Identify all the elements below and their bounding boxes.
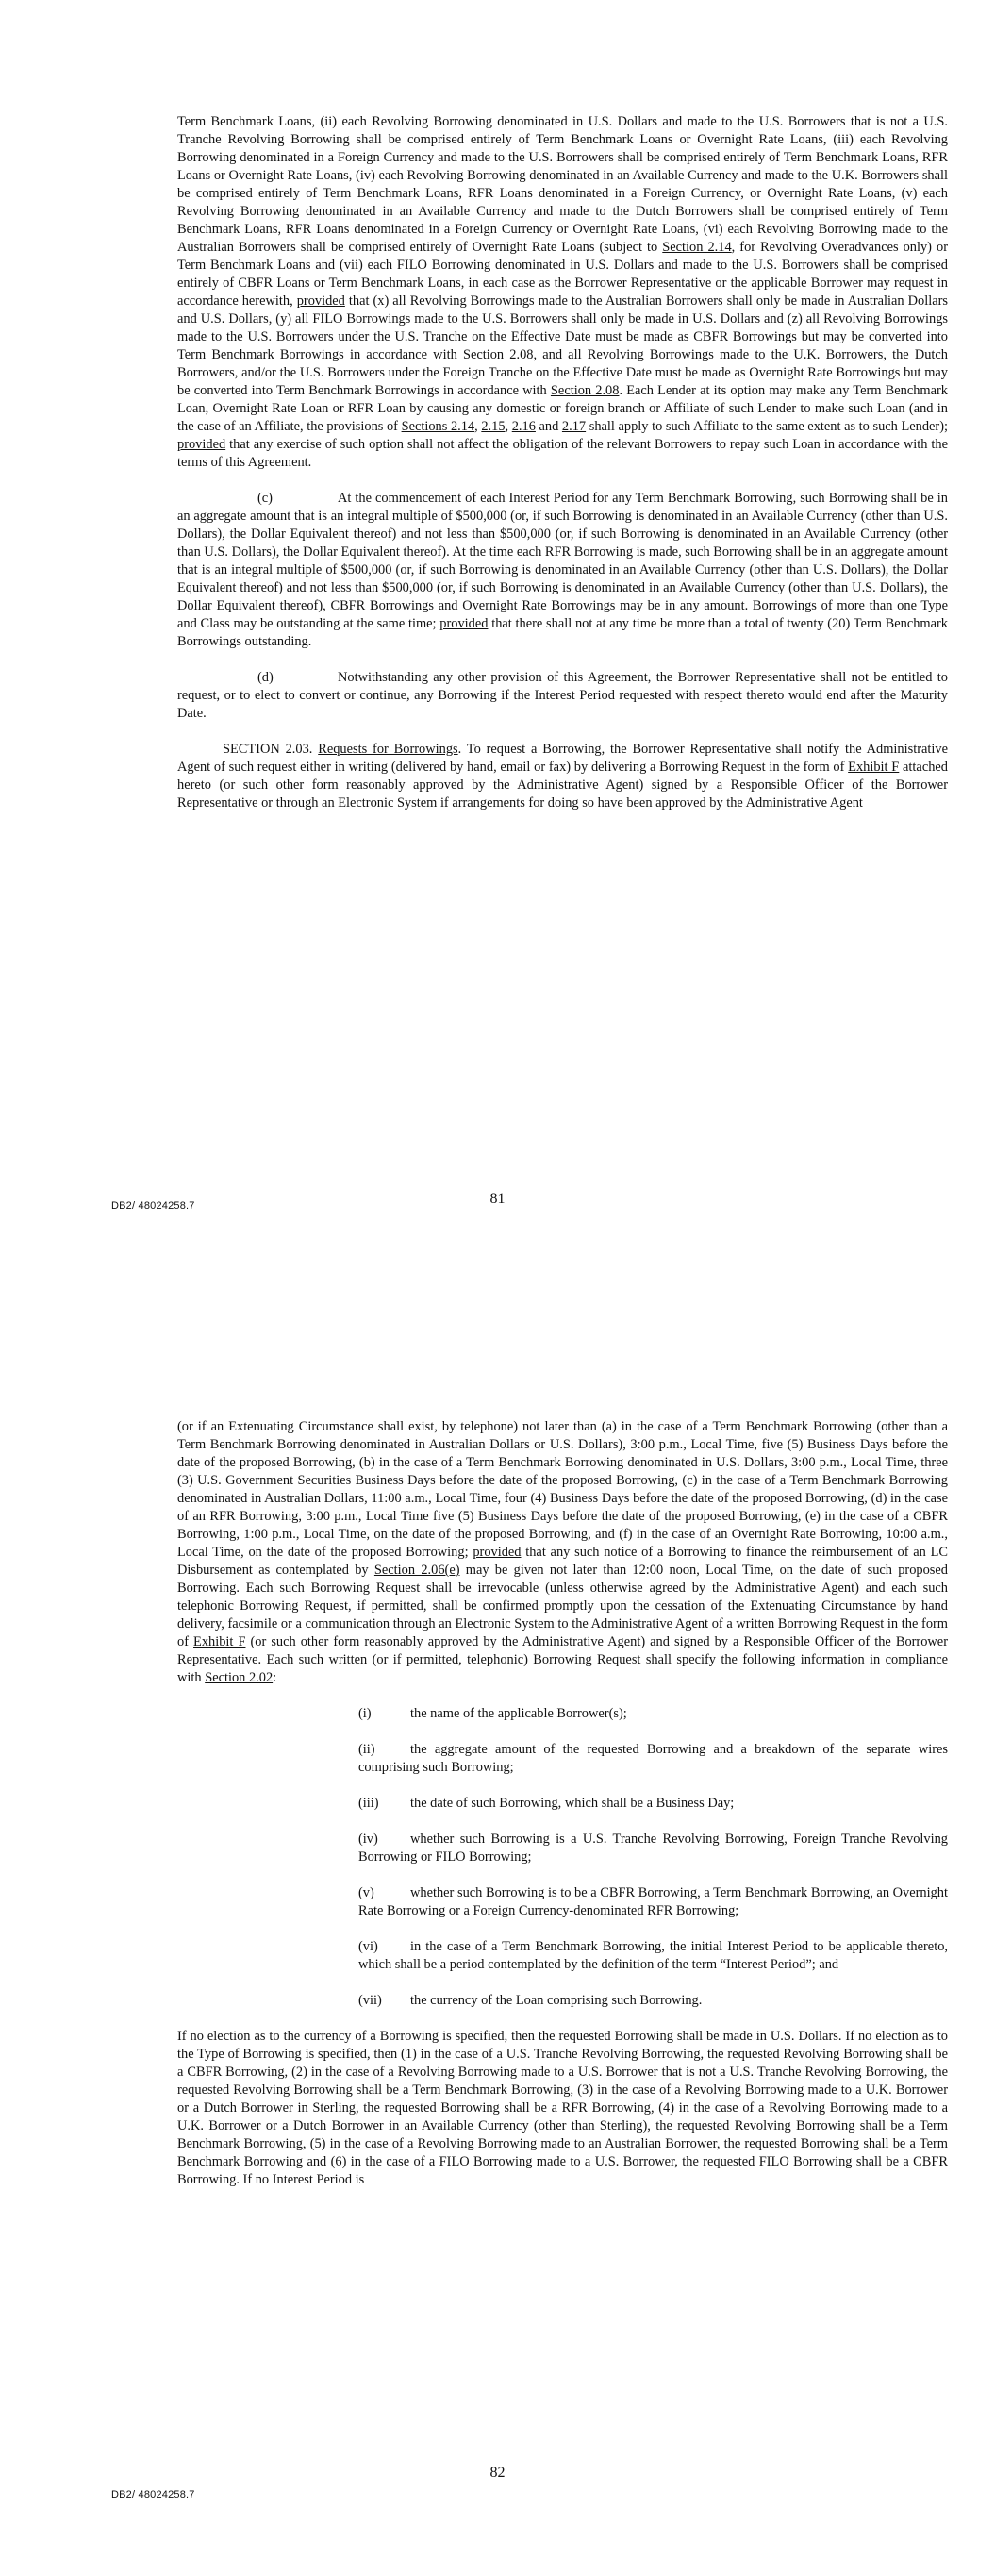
list-item: [358, 1884, 948, 1920]
cross-reference: Section 2.08: [462, 347, 534, 362]
list-item: [358, 1831, 948, 1866]
paragraph-d: [177, 669, 948, 723]
list-item-text: whether such Borrowing is a U.S. Tranche Revolving Borrowing, Foreign Tranche Revolving Borrowing or FILO Borrowing;: [358, 1832, 948, 1865]
cross-reference: provided: [439, 616, 489, 631]
document-id: DB2/ 48024258.7: [111, 2489, 195, 2501]
section-2-03-continued: (or if an Extenuating Circumstance shall exist, by telephone) not later than (a) in the case of a Term Benchmark Borrowing (other than a Term Benchmark Borrowing denominated in Australian Dollars or U.S. Dollars), 3:00 p.m., Local Time, five (5) Business Days before the date of the proposed Borrowing, (b) in the case of a Term Benchmark Borrowing denominated in U.S. Dollars, 3:00 p.m., Local Time, three (3) U.S. Government Securities Business Days before the date of the proposed Borrowing, (c) in the case of a Term Benchmark Borrowing denominated in Australian Dollars, 11:00 a.m., Local Time, four (4) Business Days before the date of the proposed Borrowing, (d) in the case of an RFR Borrowing, 3:00 p.m., Local Time five (5) Business Days before the date of the proposed Borrowing, (e) in the case of a CBFR Borrowing, 1:00 p.m., Local Time, on the date of the proposed Borrowing, and (f) in the case of an Overnight Rate Borrowing, 10:00 a.m., Local Time, on the date of the proposed Borrowing; provided that any such notice of a Borrowing to finance the reimbursement of an LC Disbursement as contemplated by Section 2.06(e) may be given not later than 12:00 noon, Local Time, on the date of such proposed Borrowing. Each such Borrowing Request shall be irrevocable (unless otherwise agreed by the Administrative Agent) and each such telephonic Borrowing Request, if permitted, shall be confirmed promptly upon the cessation of the Extenuating Circumstance by hand delivery, facsimile or a communication through an Electronic System to the Administrative Agent of a written Borrowing Request in the form of Exhibit F (or such other form reasonably approved by the Administrative Agent) and signed by a Responsible Officer of the Borrower Representative. Each such written (or if permitted, telephonic) Borrowing Request shall specify the following information in compliance with Section 2.02:: [177, 1419, 948, 1685]
section-2-03: SECTION 2.03. Requests for Borrowings. To request a Borrowing, the Borrower Representative shall notify the Administrative Agent of such request either in writing (delivered by hand, email or fax) by delivering a Borrowing Request in the form of Exhibit F attached hereto (or such other form reasonably approved by the Administrative Agent) signed by a Responsible Officer of the Borrower Representative or through an Electronic System if arrangements for doing so have been approved by the Administrative Agent: [177, 742, 948, 811]
cross-reference: Sections 2.14: [401, 419, 475, 434]
cross-reference: 2.15: [481, 419, 506, 434]
list-item-text: the date of such Borrowing, which shall be a Business Day;: [410, 1796, 735, 1811]
list-item-number: (vii): [358, 1993, 382, 2008]
paragraph-d-label: (d): [257, 670, 274, 685]
cross-reference: 2.16: [511, 419, 536, 434]
list-item: [358, 1705, 948, 1723]
cross-reference: 2.17: [561, 419, 587, 434]
cross-reference: Section 2.14: [662, 240, 732, 255]
paragraph-c-label: (c): [257, 491, 273, 506]
default-election-paragraph: If no election as to the currency of a Borrowing is specified, then the requested Borrowing shall be made in U.S. Dollars. If no election as to the Type of Borrowing is specified, then (1) in the case of a U.S. Tranche Revolving Borrowing, the requested Revolving Borrowing shall be a CBFR Borrowing, (2) in the case of a Revolving Borrowing made to a U.S. Borrower that is not a U.S. Tranche Revolving Borrowing, the requested Revolving Borrowing shall be a Term Benchmark Borrowing, (3) in the case of a Revolving Borrowing made to a U.K. Borrower or a Dutch Borrower in Sterling, the requested Borrowing shall be a RFR Borrowing, (4) in the case of a Revolving Borrowing made to a U.K. Borrower or a Dutch Borrower in an Available Currency (other than Sterling), the requested Revolving Borrowing shall be a Term Benchmark Borrowing, (5) in the case of a Revolving Borrowing made to an Australian Borrower, the requested Borrowing shall be a Term Benchmark Borrowing and (6) in the case of a FILO Borrowing made to a U.S. Borrower, the requested FILO Borrowing shall be a CBFR Borrowing. If no Interest Period is: [177, 2029, 948, 2187]
document-id: DB2/ 48024258.7: [111, 1200, 195, 1212]
cross-reference: Exhibit F: [848, 760, 900, 775]
list-item-number: (ii): [358, 1742, 375, 1757]
cross-reference: provided: [473, 1545, 522, 1560]
page-number: 82: [489, 2465, 506, 2481]
page-82-body: [177, 1418, 948, 2189]
list-item-text: the aggregate amount of the requested Borrowing and a breakdown of the separate wires comprising such Borrowing;: [358, 1742, 948, 1775]
list-item-number: (v): [358, 1885, 374, 1900]
list-item-number: (i): [358, 1706, 372, 1721]
list-item: [358, 1938, 948, 1974]
list-item-number: (iii): [358, 1796, 379, 1811]
page-81: [0, 0, 995, 1274]
list-item-text: whether such Borrowing is to be a CBFR Borrowing, a Term Benchmark Borrowing, an Overnight Rate Borrowing or a Foreign Currency-denominated RFR Borrowing;: [358, 1885, 948, 1918]
cross-reference: provided: [296, 293, 345, 309]
list-item-text: the currency of the Loan comprising such Borrowing.: [410, 1993, 703, 2008]
paragraph-c-text: At the commencement of each Interest Period for any Term Benchmark Borrowing, such Borrowing shall be in an aggregate amount that is an integral multiple of $500,000 (or, if such Borrowing is denominated in an Available Currency (other than U.S. Dollars), the Dollar Equivalent thereof) and not less than $500,000 (or, if such Borrowing is denominated in an Available Currency (other than U.S. Dollars), the Dollar Equivalent thereof). At the time each RFR Borrowing is made, such Borrowing shall be in an aggregate amount that is an integral multiple of $500,000 (or, if such Borrowing is denominated in an Available Currency (other than U.S. Dollars), the Dollar Equivalent thereof) and not less than $500,000 (or, if such Borrowing is denominated in an Available Currency (other than U.S. Dollars), the Dollar Equivalent thereof), CBFR Borrowings and Overnight Rate Borrowings may be in any amount. Borrowings of more than one Type and Class may be outstanding at the same time; provided that there shall not at any time be more than a total of twenty (20) Term Benchmark Borrowings outstanding.: [177, 491, 949, 649]
paragraph-c: [177, 490, 948, 651]
list-item-text: the name of the applicable Borrower(s);: [410, 1706, 627, 1721]
cross-reference: Section 2.08: [550, 383, 620, 398]
paragraph-d-text: Notwithstanding any other provision of this Agreement, the Borrower Representative shall not be entitled to request, or to elect to convert or continue, any Borrowing if the Interest Period requested with respect thereto would end after the Maturity Date.: [177, 670, 948, 721]
paragraph-b-continued: Term Benchmark Loans, (ii) each Revolving Borrowing denominated in U.S. Dollars and made to the U.S. Borrowers that is not a U.S. Tranche Revolving Borrowing shall be comprised entirely of Term Benchmark Loans or Overnight Rate Loans, (iii) each Revolving Borrowing denominated in a Foreign Currency and made to the U.S. Borrowers shall be comprised entirely of Term Benchmark Loans, RFR Loans or Overnight Rate Loans, (iv) each Revolving Borrowing denominated in an Available Currency and made to the U.K. Borrowers shall be comprised entirely of Term Benchmark Loans, RFR Loans denominated in a Foreign Currency, or Overnight Rate Loans, (v) each Revolving Borrowing denominated in an Available Currency and made to the Dutch Borrowers shall be comprised entirely of Term Benchmark Loans, RFR Loans denominated in a Foreign Currency or Overnight Rate Loans, (vi) each Revolving Borrowing made to the Australian Borrowers shall be comprised entirely of Overnight Rate Loans (subject to Section 2.14, for Revolving Overadvances only) or Term Benchmark Loans and (vii) each FILO Borrowing denominated in U.S. Dollars and made to the U.S. Borrowers shall be comprised entirely of CBFR Loans or Term Benchmark Loans, in each case as the Borrower Representative or the applicable Borrower may request in accordance herewith, provided that (x) all Revolving Borrowings made to the Australian Borrowers shall only be made in Australian Dollars and U.S. Dollars, (y) all FILO Borrowings made to the U.S. Borrowers shall only be made in U.S. Dollars and (z) all Revolving Borrowings made to the U.S. Borrowers under the U.S. Tranche on the Effective Date must be made as CBFR Borrowings but may be converted into Term Benchmark Borrowings in accordance with Section 2.08, and all Revolving Borrowings made to the U.K. Borrowers, the Dutch Borrowers, and/or the U.S. Borrowers under the Foreign Tranche on the Effective Date must be made as Overnight Rate Borrowings but may be converted into Term Benchmark Borrowings in accordance with Section 2.08. Each Lender at its option may make any Term Benchmark Loan, Overnight Rate Loan or RFR Loan by causing any domestic or foreign branch or Affiliate of such Lender to make such Loan (and in the case of an Affiliate, the provisions of Sections 2.14, 2.15, 2.16 and 2.17 shall apply to such Affiliate to the same extent as to such Lender); provided that any exercise of such option shall not affect the obligation of the relevant Borrowers to repay such Loan in accordance with the terms of this Agreement.: [177, 114, 948, 470]
list-item-number: (vi): [358, 1939, 378, 1954]
cross-reference: Section 2.06(e): [373, 1563, 460, 1578]
list-item-text: in the case of a Term Benchmark Borrowing, the initial Interest Period to be applicable thereto, which shall be a period contemplated by the definition of the term “Interest Period”; and: [358, 1939, 948, 1972]
list-item-number: (iv): [358, 1832, 378, 1847]
list-item: [358, 1992, 948, 2010]
cross-reference: Exhibit F: [193, 1634, 246, 1649]
cross-reference: provided: [177, 437, 226, 452]
borrowing-request-items: [177, 1705, 948, 2010]
list-item: [358, 1795, 948, 1813]
page-number: 81: [489, 1191, 506, 1207]
page-82: [0, 1274, 995, 2576]
cross-reference: Requests for Borrowings: [318, 742, 458, 757]
page-81-body: [177, 113, 948, 812]
cross-reference: Section 2.02: [205, 1670, 274, 1685]
list-item: [358, 1741, 948, 1777]
